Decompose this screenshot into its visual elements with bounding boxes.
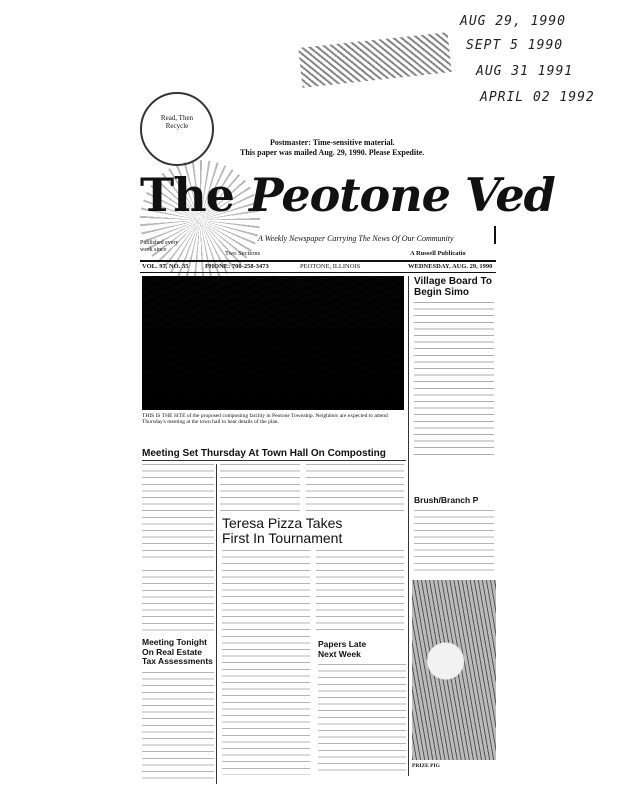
headline-papers-late [318, 640, 406, 659]
masthead [140, 168, 555, 222]
publisher-label: A Russell Publicatio [410, 250, 466, 257]
handwritten-date-3: AUG 31 1991 [476, 64, 574, 79]
published-box: Published every week since [140, 240, 179, 253]
column-divider-right [408, 276, 409, 776]
column-bar [494, 226, 496, 244]
headline-village-board: Village Board To Begin Simo [414, 276, 492, 298]
info-bar-rule [140, 272, 496, 273]
postmaster-line-2: This paper was mailed Aug. 29, 1990. Please Expedite. [240, 148, 425, 157]
headline-real-estate-line-1: Meeting Tonight [142, 637, 207, 647]
headline-real-estate [142, 638, 214, 667]
headline-real-estate-line-3: Tax Assessments [142, 656, 213, 666]
composting-photo-caption: THIS IS THE SITE of the proposed composting facility in Peotone Township. Neighbors are expected to attend Thursday's meeting at the town hall to hear details of the plan. [142, 413, 388, 425]
phone-number: PHONE: 708-258-3473 [205, 263, 269, 270]
real-estate-body [142, 672, 214, 784]
pizza-column-1 [222, 550, 310, 775]
composting-column-3 [306, 464, 404, 514]
handwritten-date-4: APRIL 02 1992 [480, 90, 595, 105]
brush-branch-body [414, 510, 494, 574]
column-divider-left [216, 464, 217, 784]
village-board-text-lines [414, 302, 494, 457]
masthead-name: Peotone Ved [248, 168, 555, 222]
headline-composting: Meeting Set Thursday At Town Hall On Composting [142, 448, 386, 459]
papers-late-body [318, 664, 406, 776]
masthead-the: The [140, 168, 234, 222]
handwritten-date-2: SEPT 5 1990 [466, 38, 564, 53]
headline-papers-line-1: Papers Late [318, 639, 367, 649]
prize-pig-caption: PRIZE PIG [412, 763, 440, 769]
volume-number: VOL. 97, NO. 35 [142, 263, 189, 270]
composting-column-2 [220, 464, 300, 514]
ink-stamp-smudge [298, 32, 451, 87]
location: PEOTONE, ILLINOIS [300, 263, 361, 270]
composting-column-1 [142, 464, 214, 560]
sections-label: Two Sections [225, 250, 261, 257]
prize-pig-photo [412, 580, 496, 760]
headline-real-estate-line-2: On Real Estate [142, 646, 202, 657]
pizza-column-2 [316, 550, 404, 632]
tagline: A Weekly Newspaper Carrying The News Of Our Community [258, 234, 454, 243]
village-board-body [414, 302, 494, 457]
headline-pizza-line-1: Teresa Pizza Takes [222, 515, 343, 531]
composting-rule [142, 460, 406, 461]
composting-site-photo [142, 276, 404, 410]
postmaster-line-1: Postmaster: Time-sensitive material. [270, 138, 395, 147]
headline-brush-branch: Brush/Branch P [414, 495, 479, 505]
recycle-seal [140, 92, 214, 166]
handwritten-date-1: AUG 29, 1990 [460, 14, 566, 29]
issue-date: WEDNESDAY, AUG. 29, 1990 [408, 263, 493, 270]
headline-pizza-line-2: First In Tournament [222, 530, 343, 546]
top-rule [140, 260, 496, 262]
recycle-seal-text: Read, Then Recycle [160, 114, 194, 130]
headline-pizza [222, 516, 404, 546]
headline-papers-line-2: Next Week [318, 648, 361, 659]
composting-column-1-continued [142, 570, 214, 632]
